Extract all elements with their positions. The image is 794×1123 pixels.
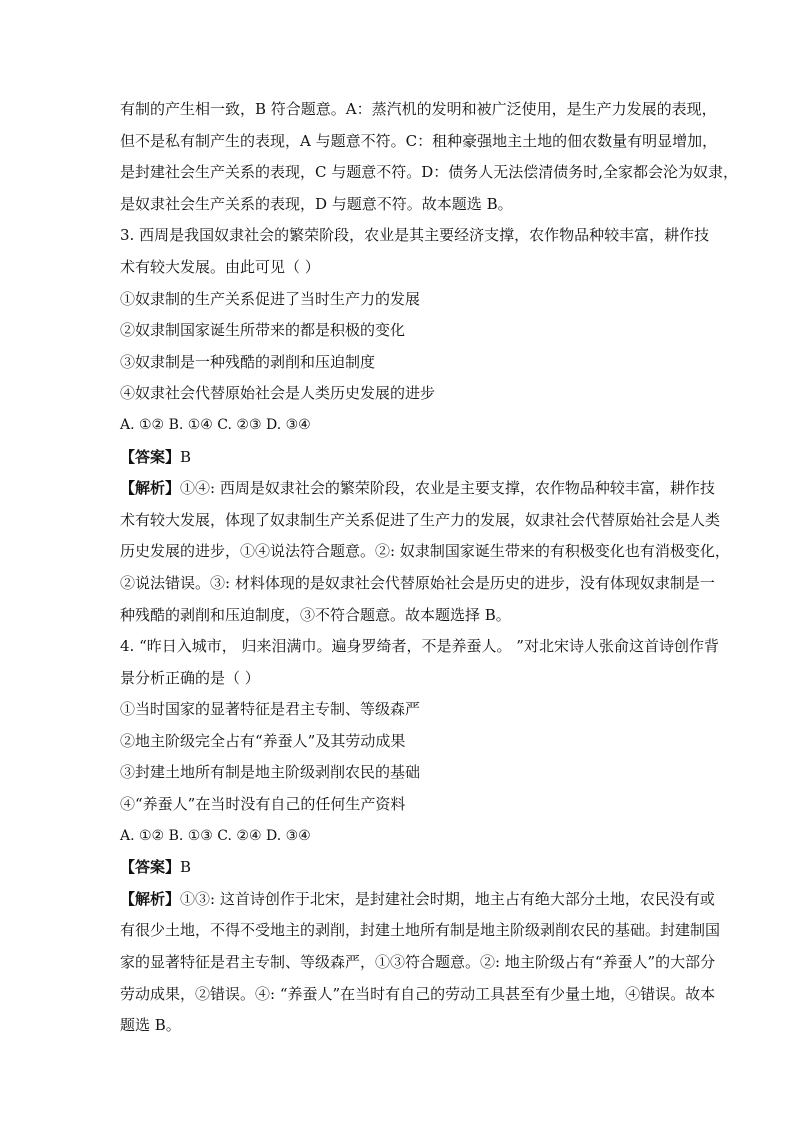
question-4-analysis: 家的显著特征是君主专制、等级森严，①③符合题意。②: 地主阶级占有“养蚕人”的大部分 <box>120 953 716 972</box>
text-line: 有制的产生相一致，B 符合题意。A：蒸汽机的发明和被广泛使用，是生产力发展的表现， <box>120 100 717 118</box>
question-3-analysis: 历史发展的进步，①④说法符合题意。②: 奴隶制国家诞生带来的有积极变化也有消极变化， <box>120 542 730 561</box>
question-4-answer <box>120 852 680 884</box>
question-3-answer <box>120 442 680 474</box>
question-4-stem: 4. “昨日入城市， 归来泪满巾。遍身罗绮者，不是养蚕人。 ”对北宋诗人张俞这首诗创作背 <box>120 637 719 656</box>
question-3-analysis <box>120 473 715 505</box>
question-3-analysis: ②说法错误。③: 材料体现的是奴隶社会代替原始社会是历史的进步，没有体现奴隶制是一 <box>120 573 715 592</box>
question-3-statement-2: ②奴隶制国家诞生所带来的都是积极的变化 <box>120 321 406 340</box>
analysis-text: ①④: 西周是奴隶社会的繁荣阶段，农业是主要支撑，农作物品种较丰富，耕作技 <box>180 479 715 498</box>
question-3-analysis: 术有较大发展，体现了奴隶制生产关系促进了生产力的发展，奴隶社会代替原始社会是人类 <box>120 510 721 529</box>
answer-label: 【答案】 <box>120 447 181 466</box>
question-4-statement-1: ①当时国家的显著特征是君主专制、等级森严 <box>120 700 421 719</box>
question-4-statement-3: ③封建土地所有制是地主阶级剥削农民的基础 <box>120 763 421 782</box>
question-4-analysis <box>120 884 715 916</box>
question-3-statement-3: ③奴隶制是一种残酷的剥削和压迫制度 <box>120 352 376 371</box>
question-3-statement-1: ①奴隶制的生产关系促进了当时生产力的发展 <box>120 289 421 308</box>
analysis-label: 【解析】 <box>120 479 181 498</box>
text-line: 但不是私有制产生的表现，A 与题意不符。C：租种豪强地主土地的佃农数量有明显增加， <box>120 131 718 150</box>
answer-value: B <box>180 858 192 877</box>
question-3-options: A. ①② B. ①④ C. ②③ D. ③④ <box>120 416 311 433</box>
question-4-stem: 景分析正确的是（ ） <box>120 668 260 687</box>
question-3-stem: 术有较大发展。由此可见（ ） <box>120 257 320 276</box>
answer-label: 【答案】 <box>120 858 181 877</box>
analysis-text: ①③: 这首诗创作于北宋，是封建社会时期，地主占有绝大部分土地，农民没有或 <box>180 889 715 908</box>
question-4-statement-2: ②地主阶级完全占有“养蚕人”及其劳动成果 <box>120 731 406 750</box>
question-4-analysis: 有很少土地，不得不受地主的剥削，封建土地所有制是地主阶级剥削农民的基础。封建制国 <box>120 921 721 940</box>
analysis-label: 【解析】 <box>120 889 181 908</box>
page-content <box>120 94 739 1042</box>
question-3-stem: 3. 西周是我国奴隶社会的繁荣阶段，农业是其主要经济支撑，农作物品种较丰富，耕作技 <box>120 226 710 245</box>
question-4-analysis: 劳动成果，②错误。④: “养蚕人”在当时有自己的劳动工具甚至有少量土地，④错误。故本 <box>120 984 716 1003</box>
question-3-analysis: 种残酷的剥削和压迫制度，③不符合题意。故本题选择 B。 <box>120 605 511 624</box>
question-4-statement-4: ④“养蚕人”在当时没有自己的任何生产资料 <box>120 795 406 814</box>
answer-value: B <box>180 447 192 466</box>
text-line: 是奴隶社会生产关系的表现，D 与题意不符。故本题选 B。 <box>120 194 513 213</box>
question-3-statement-4: ④奴隶社会代替原始社会是人类历史发展的进步 <box>120 384 436 403</box>
text-line: 是封建社会生产关系的表现，C 与题意不符。D：债务人无法偿清债务时,全家都会沦为奴隶， <box>120 163 739 182</box>
question-4-options: A. ①② B. ①③ C. ②④ D. ③④ <box>120 827 311 844</box>
question-4-analysis: 题选 B。 <box>120 1016 181 1035</box>
